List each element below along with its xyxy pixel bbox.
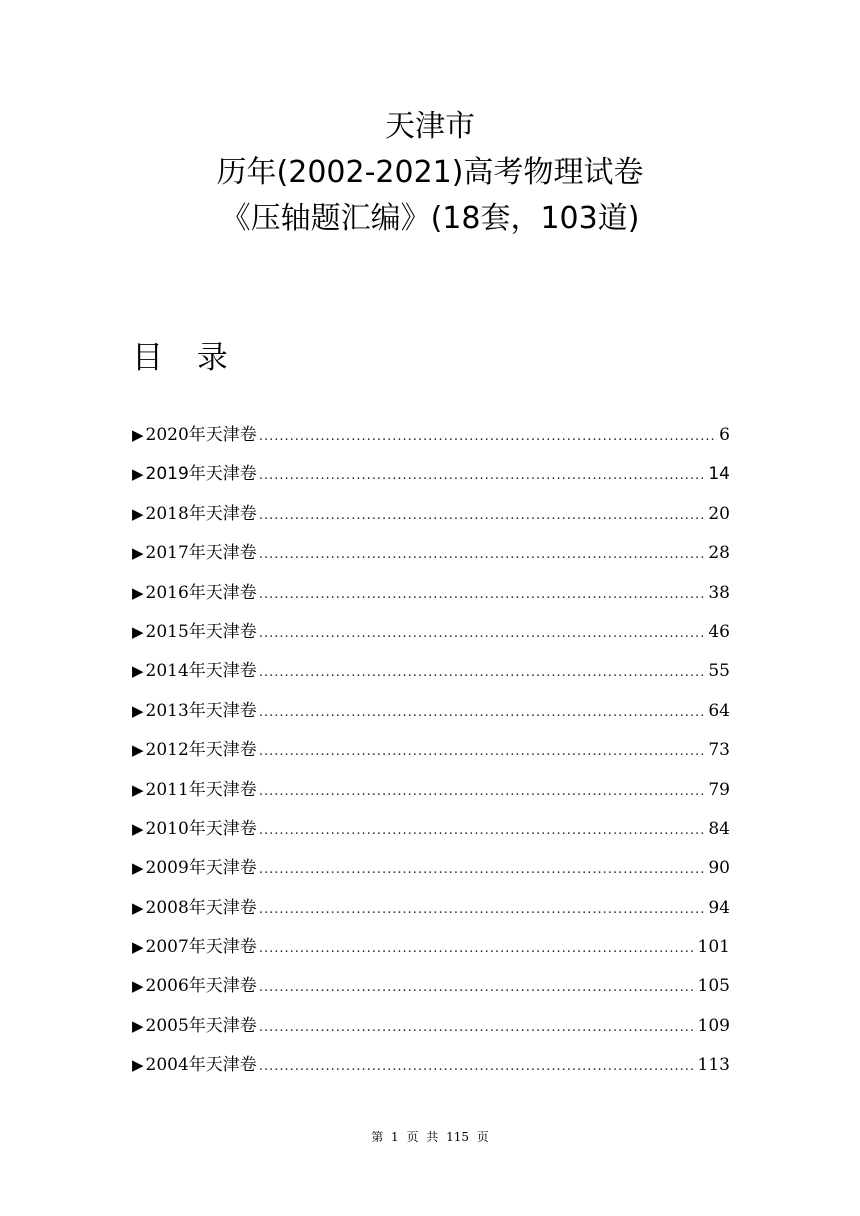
toc-entry-page: 14 — [708, 464, 730, 485]
dot-leader — [259, 737, 707, 767]
toc-entry-label: 2015年天津卷 — [145, 621, 257, 642]
dot-leader — [259, 619, 707, 649]
toc-entry[interactable] — [132, 420, 730, 459]
triangle-bullet-icon: ▶ — [132, 780, 144, 799]
toc-entry-label: 2012年天津卷 — [145, 740, 257, 761]
toc-entry-label: 2005年天津卷 — [145, 1015, 257, 1036]
toc-entry-label: 2006年天津卷 — [145, 976, 257, 997]
toc-entry[interactable] — [132, 459, 730, 498]
toc-entry-page: 84 — [708, 818, 730, 839]
triangle-bullet-icon: ▶ — [132, 583, 144, 602]
triangle-bullet-icon: ▶ — [132, 938, 144, 957]
triangle-bullet-icon: ▶ — [132, 1016, 144, 1035]
toc-entry[interactable] — [132, 538, 730, 577]
toc-entry[interactable] — [132, 971, 730, 1010]
toc-entry-label: 2011年天津卷 — [145, 779, 257, 800]
document-title — [0, 104, 860, 242]
dot-leader — [259, 855, 707, 885]
title-line-region: 天津市 — [385, 109, 475, 144]
triangle-bullet-icon: ▶ — [132, 504, 144, 523]
dot-leader — [259, 816, 707, 846]
title-line-subject: 历年(2002-2021)高考物理试卷 — [216, 155, 644, 190]
dot-leader — [259, 501, 707, 531]
triangle-bullet-icon: ▶ — [132, 859, 144, 878]
toc-entry[interactable] — [132, 1050, 730, 1089]
dot-leader — [259, 698, 707, 728]
toc-entry-page: 20 — [708, 503, 730, 524]
toc-entry-page: 105 — [697, 976, 730, 997]
toc-entry-page: 28 — [708, 543, 730, 564]
triangle-bullet-icon: ▶ — [132, 544, 144, 563]
triangle-bullet-icon: ▶ — [132, 426, 144, 444]
triangle-bullet-icon: ▶ — [132, 977, 144, 996]
dot-leader — [259, 540, 707, 570]
toc-entry-page: 113 — [697, 1055, 730, 1076]
dot-leader — [259, 461, 707, 491]
toc-entry-label: 2018年天津卷 — [145, 503, 257, 524]
toc-entry[interactable] — [132, 735, 730, 774]
toc-entry[interactable] — [132, 932, 730, 971]
toc-entry[interactable] — [132, 617, 730, 656]
toc-entry-page: 79 — [708, 779, 730, 800]
toc-entry-label: 2017年天津卷 — [145, 543, 257, 564]
dot-leader — [259, 777, 707, 807]
toc-entry[interactable] — [132, 1011, 730, 1050]
toc-entry-label: 2004年天津卷 — [145, 1055, 257, 1076]
toc-entry-label: 2013年天津卷 — [145, 700, 257, 721]
toc-entry-page: 94 — [708, 897, 730, 918]
triangle-bullet-icon: ▶ — [132, 701, 144, 720]
toc-entry-label: 2007年天津卷 — [145, 937, 257, 958]
toc-entry-label: 2014年天津卷 — [145, 661, 257, 682]
dot-leader — [259, 658, 707, 688]
toc-heading: 目 录 — [132, 340, 240, 376]
title-line-collection: 《压轴题汇编》(18套，103道) — [220, 201, 640, 236]
toc-entry-page: 73 — [708, 740, 730, 761]
dot-leader — [259, 895, 707, 925]
triangle-bullet-icon: ▶ — [132, 465, 144, 484]
page-footer: 第 1 页 共 115 页 — [371, 1130, 489, 1144]
toc-entry[interactable] — [132, 696, 730, 735]
dot-leader — [259, 973, 696, 1003]
dot-leader — [259, 1013, 696, 1043]
table-of-contents — [132, 420, 730, 1090]
toc-entry[interactable] — [132, 499, 730, 538]
dot-leader — [259, 1052, 696, 1082]
toc-entry[interactable] — [132, 578, 730, 617]
triangle-bullet-icon: ▶ — [132, 1056, 144, 1075]
triangle-bullet-icon: ▶ — [132, 741, 144, 760]
toc-entry-page: 38 — [708, 582, 730, 603]
triangle-bullet-icon: ▶ — [132, 622, 144, 641]
triangle-bullet-icon: ▶ — [132, 662, 144, 681]
toc-entry-page: 101 — [697, 937, 730, 958]
toc-entry[interactable] — [132, 853, 730, 892]
toc-entry[interactable] — [132, 893, 730, 932]
toc-entry-label: 2019年天津卷 — [145, 464, 257, 485]
toc-entry-page: 55 — [708, 661, 730, 682]
toc-entry-page: 64 — [708, 700, 730, 721]
toc-entry-label: 2008年天津卷 — [145, 897, 257, 918]
toc-entry-page: 109 — [697, 1015, 730, 1036]
toc-entry[interactable] — [132, 814, 730, 853]
toc-entry[interactable] — [132, 656, 730, 695]
toc-entry-label: 2020年天津卷 — [145, 425, 257, 445]
toc-entry-label: 2016年天津卷 — [145, 582, 257, 603]
toc-entry-page: 46 — [708, 621, 730, 642]
toc-entry[interactable] — [132, 775, 730, 814]
dot-leader — [259, 422, 717, 452]
toc-entry-label: 2010年天津卷 — [145, 818, 257, 839]
toc-entry-label: 2009年天津卷 — [145, 858, 257, 879]
triangle-bullet-icon: ▶ — [132, 898, 144, 917]
triangle-bullet-icon: ▶ — [132, 819, 144, 838]
toc-entry-page: 6 — [719, 425, 730, 445]
toc-entry-page: 90 — [708, 858, 730, 879]
dot-leader — [259, 580, 707, 610]
dot-leader — [259, 934, 696, 964]
